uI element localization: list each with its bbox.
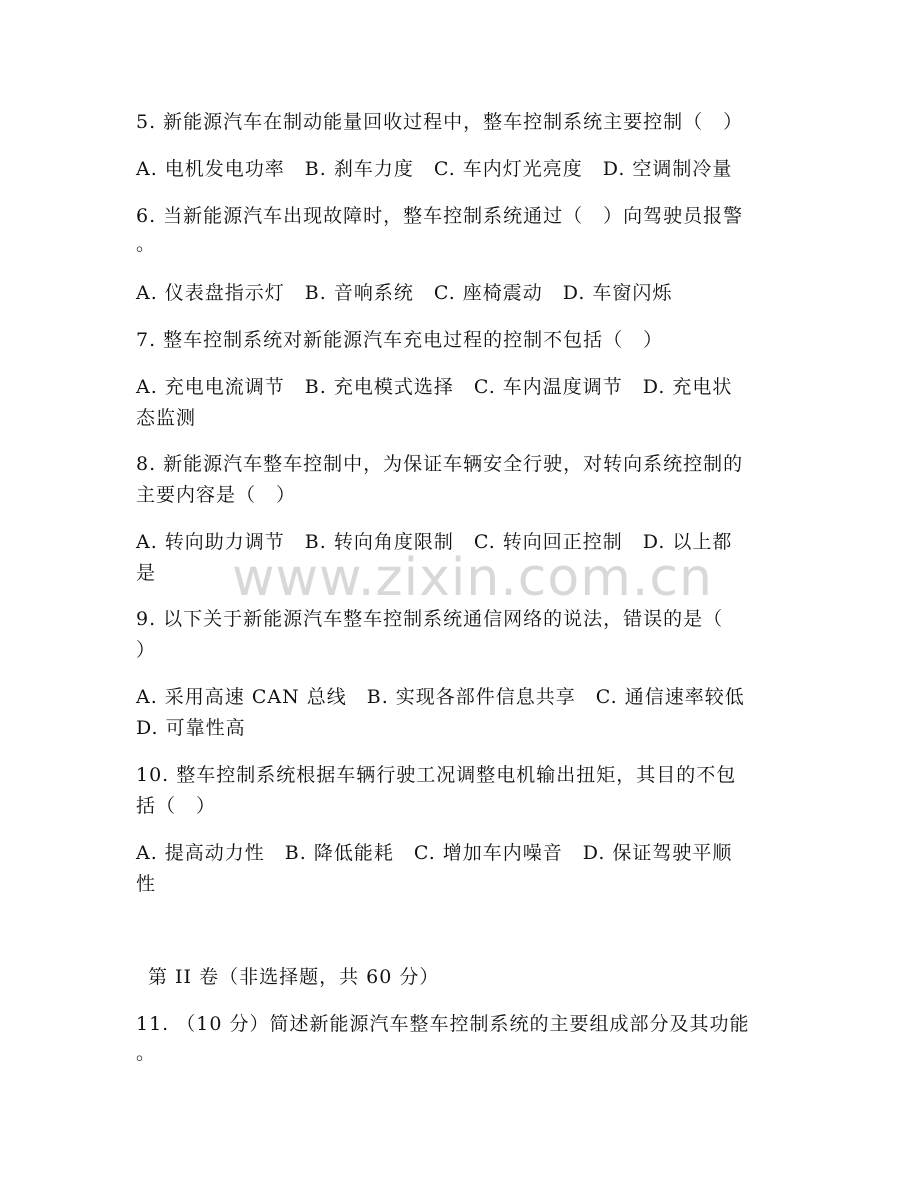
- q10-options: A. 提高动力性 B. 降低能耗 C. 增加车内噪音 D. 保证驾驶平顺: [136, 842, 733, 864]
- q10-stem: 10. 整车控制系统根据车辆行驶工况调整电机输出扭矩，其目的不包: [136, 764, 737, 786]
- q11-stem: 11. （10 分）简述新能源汽车整车控制系统的主要组成部分及其功能: [136, 1013, 750, 1035]
- q5-options: A. 电机发电功率 B. 刹车力度 C. 车内灯光亮度 D. 空调制冷量: [136, 158, 733, 180]
- q5-stem: 5. 新能源汽车在制动能量回收过程中，整车控制系统主要控制（ ）: [136, 111, 744, 133]
- watermark: www.zixin.com.cn: [232, 548, 713, 608]
- q9-stem: 9. 以下关于新能源汽车整车控制系统通信网络的说法，错误的是（: [136, 608, 724, 630]
- q7-stem: 7. 整车控制系统对新能源汽车充电过程的控制不包括（ ）: [136, 329, 664, 351]
- q8-options: A. 转向助力调节 B. 转向角度限制 C. 转向回正控制 D. 以上都: [136, 531, 733, 553]
- q10-options-cont: 性: [136, 873, 157, 895]
- q10-stem-cont: 括（ ）: [136, 795, 217, 817]
- q6-stem-cont: 。: [136, 233, 157, 255]
- q8-options-cont: 是: [136, 562, 157, 584]
- q8-stem-cont: 主要内容是（ ）: [136, 484, 297, 506]
- section-heading: 第 II 卷（非选择题，共 60 分）: [148, 966, 440, 988]
- q6-options: A. 仪表盘指示灯 B. 音响系统 C. 座椅震动 D. 车窗闪烁: [136, 282, 673, 304]
- q11-stem-cont: 。: [136, 1042, 157, 1064]
- q7-options: A. 充电电流调节 B. 充电模式选择 C. 车内温度调节 D. 充电状: [136, 376, 733, 398]
- q9-options-cont: D. 可靠性高: [136, 717, 246, 739]
- q9-stem-cont: ）: [136, 639, 157, 661]
- q8-stem: 8. 新能源汽车整车控制中，为保证车辆安全行驶，对转向系统控制的: [136, 453, 744, 475]
- q6-stem: 6. 当新能源汽车出现故障时，整车控制系统通过（ ）向驾驶员报警: [136, 205, 744, 227]
- q9-options: A. 采用高速 CAN 总线 B. 实现各部件信息共享 C. 通信速率较低: [136, 686, 745, 708]
- q7-options-cont: 态监测: [136, 407, 197, 429]
